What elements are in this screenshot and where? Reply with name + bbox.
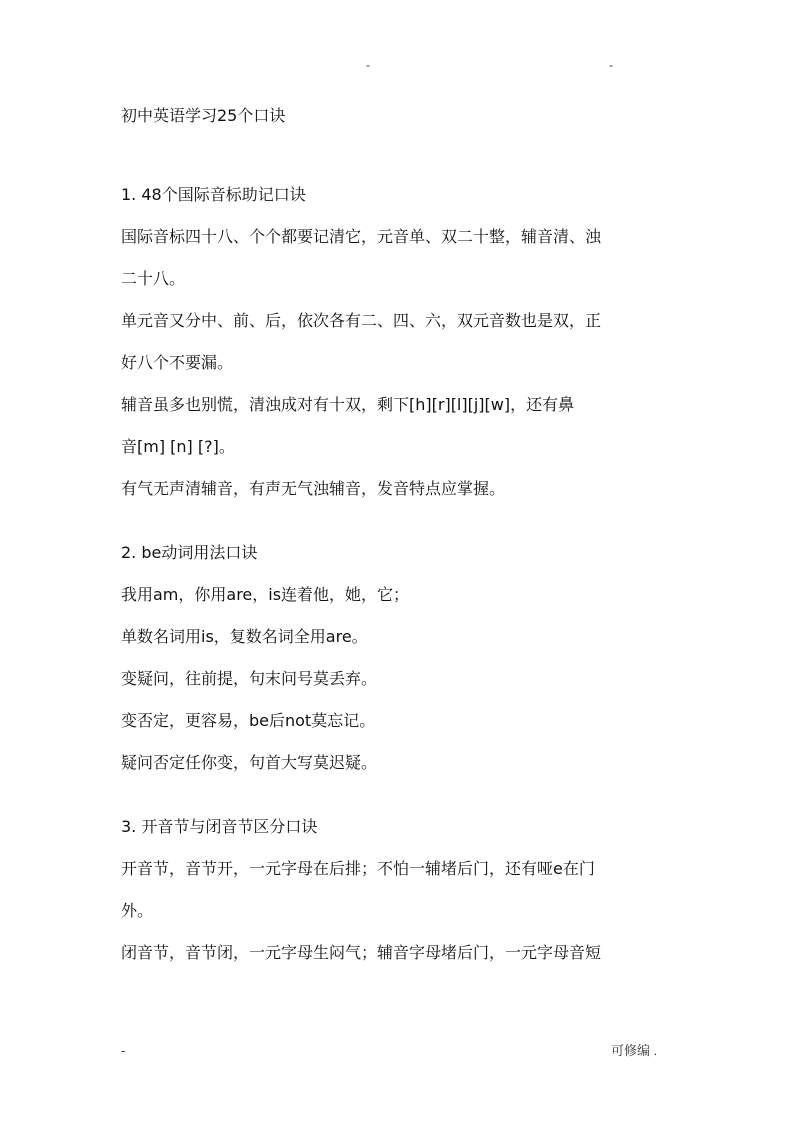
paragraph-line: 好八个不要漏。 bbox=[121, 353, 234, 372]
paragraph-line: 变疑问，往前提，句末问号莫丢弃。 bbox=[121, 669, 378, 688]
section-2 bbox=[121, 541, 677, 775]
paragraph-line: 开音节，音节开，一元字母在后排；不怕一辅堵后门，还有哑e在门 bbox=[121, 859, 595, 878]
paragraph-line: 单数名词用is，复数名词全用are。 bbox=[121, 627, 368, 646]
paragraph-line: 疑问否定任你变，句首大写莫迟疑。 bbox=[121, 753, 378, 772]
document-title: 初中英语学习25个口诀 bbox=[121, 106, 286, 125]
header-mark-right: - bbox=[609, 58, 613, 72]
section-1 bbox=[121, 183, 677, 501]
paragraph-line: 外。 bbox=[121, 901, 154, 920]
paragraph-line: 辅音虽多也别慌，清浊成对有十双，剩下[h][r][l][j][w]，还有鼻 bbox=[121, 395, 575, 414]
paragraph-line: 变否定，更容易，be后not莫忘记。 bbox=[121, 711, 376, 730]
paragraph-line: 单元音又分中、前、后，依次各有二、四、六，双元音数也是双，正 bbox=[121, 311, 602, 330]
paragraph-line: 国际音标四十八、个个都要记清它，元音单、双二十整，辅音清、浊 bbox=[121, 227, 602, 246]
paragraph-line: 音[m] [n] [?]。 bbox=[121, 437, 235, 456]
section-heading: 1. 48个国际音标助记口诀 bbox=[121, 185, 306, 204]
section-heading: 3. 开音节与闭音节区分口诀 bbox=[121, 817, 318, 836]
paragraph-line: 有气无声清辅音，有声无气浊辅音，发音特点应掌握。 bbox=[121, 479, 506, 498]
paragraph-line: 二十八。 bbox=[121, 269, 186, 288]
footer-dash: - bbox=[121, 1044, 126, 1058]
document-body bbox=[121, 104, 677, 1005]
section-heading: 2. be动词用法口诀 bbox=[121, 543, 258, 562]
footer-text: 可修编 . bbox=[611, 1043, 658, 1058]
paragraph-line: 我用am，你用are，is连着他，她，它； bbox=[121, 585, 410, 604]
paragraph-line: 闭音节，音节闭，一元字母生闷气；辅音字母堵后门，一元字母音短 bbox=[121, 943, 602, 962]
section-3 bbox=[121, 815, 677, 965]
header-mark-left: - bbox=[366, 58, 370, 72]
